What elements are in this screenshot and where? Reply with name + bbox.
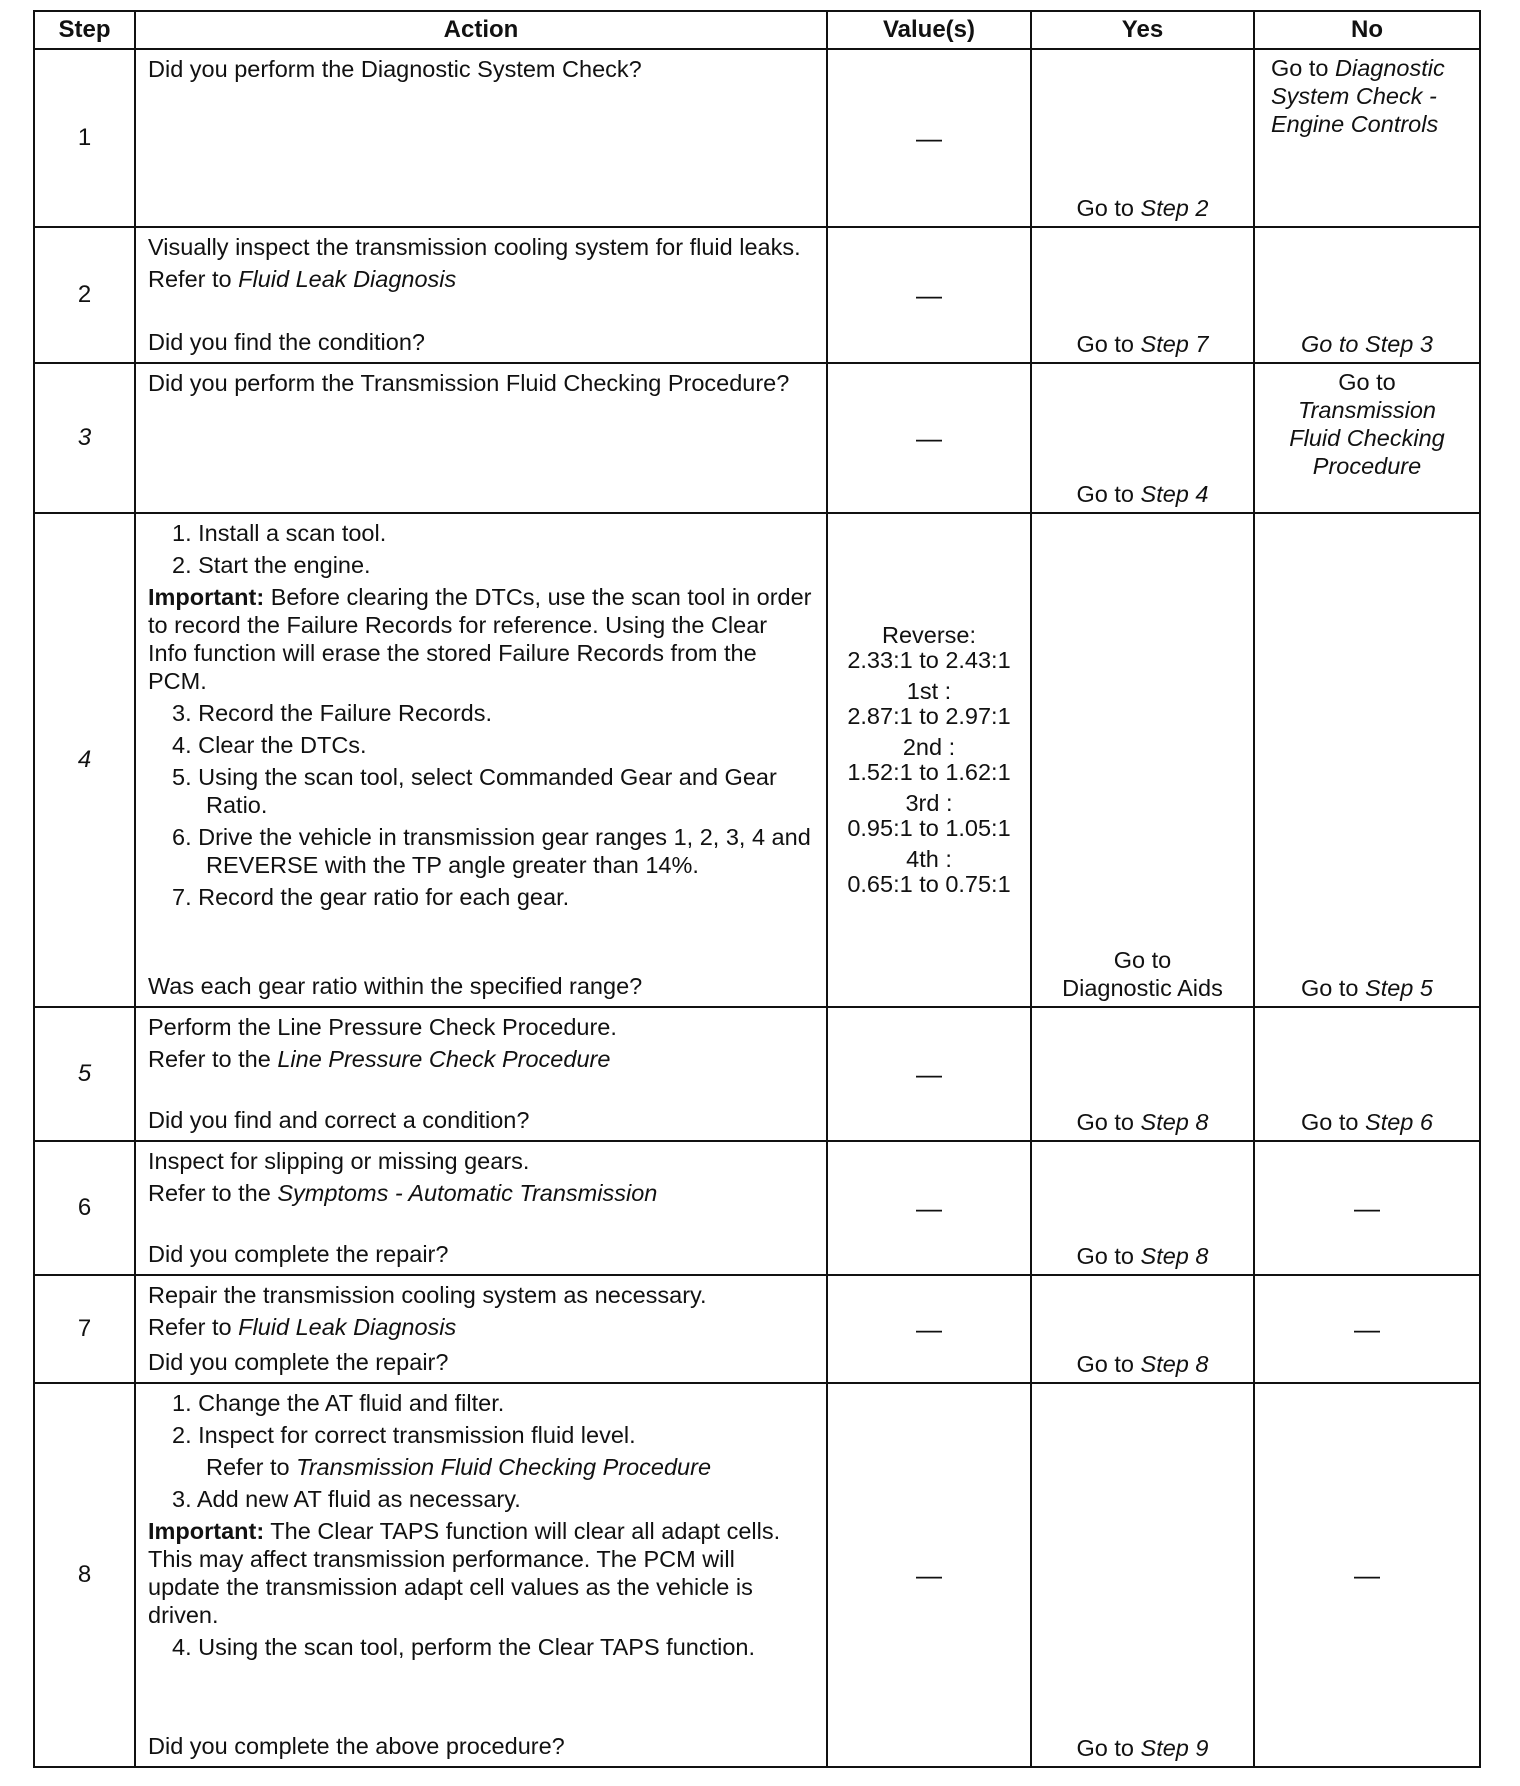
action-text: Perform the Line Pressure Check Procedure. [148,1014,617,1040]
no-link[interactable]: Step 5 [1365,975,1433,1001]
header-row [34,11,1480,49]
step-number: 2 [34,227,135,363]
action-item: 4. Using the scan tool, perform the Clear TAPS function. [172,1634,756,1660]
values-cell [827,363,1031,513]
no-cell [1254,1141,1480,1275]
important-label: Important: [148,1518,265,1544]
empty-dash: — [916,123,942,153]
yes-link[interactable]: Step 8 [1140,1351,1209,1377]
header-no: No [1254,11,1480,49]
no-cell [1254,363,1480,513]
header-values: Value(s) [827,11,1031,49]
gear-range: 1.52:1 to 1.62:1 [847,759,1011,785]
action-cell [135,227,827,363]
table-row-step-4 [34,513,1480,1007]
values-cell [827,1275,1031,1383]
no-prefix: Go to [1301,1109,1359,1135]
yes-cell [1031,363,1254,513]
refer-prefix: Refer to [148,1314,232,1340]
action-question: Did you find the condition? [148,329,425,355]
action-cell [135,49,827,227]
table-row-step-2 [34,227,1480,363]
important-text: The Clear TAPS function will clear all adapt cells. This may affect transmission performance. The PCM will update the transmission adapt cell values as the vehicle is driven. [148,1518,781,1628]
action-question: Did you complete the repair? [148,1349,449,1375]
diagnostic-table [33,10,1481,1768]
diagnostic-table-page [33,10,1479,1768]
header-step: Step [34,11,135,49]
empty-dash: — [1354,1560,1380,1590]
important-text: Before clearing the DTCs, use the scan tool in order to record the Failure Records for reference. Using the Clear Info function will erase the stored Failure Records from the PCM. [148,584,812,694]
refer-prefix: Refer to the [148,1180,271,1206]
action-question: Was each gear ratio within the specified range? [148,973,643,999]
action-item: 6. Drive the vehicle in transmission gear ranges 1, 2, 3, 4 and REVERSE with the TP angle greater than 14%. [172,824,811,878]
gear-ratio-list [828,623,1030,897]
yes-link[interactable]: Step 7 [1140,331,1209,357]
yes-prefix: Go to [1076,1109,1134,1135]
yes-prefix: Go to [1113,947,1172,973]
gear-label: Reverse: [881,622,977,648]
yes-prefix: Go to [1076,331,1134,357]
action-question: Did you complete the repair? [148,1241,449,1267]
no-cell [1254,1007,1480,1141]
table-row-step-6 [34,1141,1480,1275]
gear-label: 1st : [906,678,952,704]
action-item: 3. Record the Failure Records. [172,700,493,726]
no-link[interactable]: Transmission Fluid Checking Procedure [1289,397,1445,479]
refer-link[interactable]: Transmission Fluid Checking Procedure [296,1454,712,1480]
yes-link[interactable]: Step 8 [1140,1243,1209,1269]
refer-prefix: Refer to [148,266,232,292]
yes-link[interactable]: Step 2 [1140,195,1209,221]
yes-prefix: Go to [1076,1735,1134,1761]
action-cell [135,363,827,513]
empty-dash: — [916,1059,942,1089]
action-item: 7. Record the gear ratio for each gear. [172,884,570,910]
no-prefix: Go to [1338,369,1396,395]
empty-dash: — [916,1560,942,1590]
action-item: 4. Clear the DTCs. [172,732,367,758]
no-prefix: Go to [1271,55,1329,81]
step-number: 6 [34,1141,135,1275]
values-cell [827,513,1031,1007]
step-number: 4 [34,513,135,1007]
gear-label: 4th : [906,846,952,872]
action-text: Repair the transmission cooling system as necessary. [148,1282,707,1308]
no-cell [1254,49,1480,227]
action-item: 5. Using the scan tool, select Commanded Gear and Gear Ratio. [172,764,777,818]
table-row-step-8 [34,1383,1480,1767]
table-row-step-3 [34,363,1480,513]
yes-link[interactable]: Step 9 [1140,1735,1209,1761]
refer-link[interactable]: Fluid Leak Diagnosis [238,266,457,292]
empty-dash: — [916,423,942,453]
action-item: 2. Inspect for correct transmission fluid level. [172,1422,636,1448]
empty-dash: — [916,280,942,310]
gear-range: 2.33:1 to 2.43:1 [847,647,1011,673]
action-text: Visually inspect the transmission cooling system for fluid leaks. [148,234,801,260]
yes-cell [1031,1275,1254,1383]
step-number: 5 [34,1007,135,1141]
refer-prefix: Refer to [206,1454,290,1480]
important-label: Important: [148,584,265,610]
refer-link[interactable]: Fluid Leak Diagnosis [238,1314,457,1340]
action-cell [135,513,827,1007]
table-row-step-7 [34,1275,1480,1383]
refer-link[interactable]: Symptoms - Automatic Transmission [277,1180,658,1206]
action-cell [135,1383,827,1767]
gear-range: 2.87:1 to 2.97:1 [847,703,1011,729]
yes-prefix: Go to [1076,1351,1134,1377]
refer-prefix: Refer to the [148,1046,271,1072]
action-cell [135,1275,827,1383]
yes-cell [1031,1007,1254,1141]
action-cell [135,1141,827,1275]
yes-cell [1031,513,1254,1007]
action-cell [135,1007,827,1141]
yes-cell [1031,49,1254,227]
yes-prefix: Go to [1076,1243,1134,1269]
action-question: Did you perform the Transmission Fluid Checking Procedure? [148,370,790,396]
action-item: 3. Add new AT fluid as necessary. [172,1486,521,1512]
step-number: 7 [34,1275,135,1383]
no-prefix: Go to [1301,975,1359,1001]
gear-range: 0.65:1 to 0.75:1 [847,871,1011,897]
yes-link[interactable]: Step 8 [1140,1109,1209,1135]
gear-range: 0.95:1 to 1.05:1 [847,815,1011,841]
action-item: 1. Install a scan tool. [172,520,387,546]
no-cell [1254,1383,1480,1767]
table-row-step-5 [34,1007,1480,1141]
header-yes: Yes [1031,11,1254,49]
refer-link[interactable]: Line Pressure Check Procedure [277,1046,611,1072]
step-number: 3 [34,363,135,513]
action-question: Did you complete the above procedure? [148,1733,565,1759]
header-action: Action [135,11,827,49]
empty-dash: — [916,1193,942,1223]
values-cell [827,1383,1031,1767]
action-question: Did you find and correct a condition? [148,1107,530,1133]
no-link[interactable]: Step 6 [1365,1109,1433,1135]
action-item: 1. Change the AT fluid and filter. [172,1390,505,1416]
yes-cell [1031,1141,1254,1275]
gear-label: 2nd : [902,734,956,760]
table-row-step-1 [34,49,1480,227]
step-number: 1 [34,49,135,227]
empty-dash: — [1354,1314,1380,1344]
action-item: 2. Start the engine. [172,552,371,578]
no-cell [1254,513,1480,1007]
empty-dash: — [916,1314,942,1344]
action-question: Did you perform the Diagnostic System Check? [148,56,642,82]
gear-label: 3rd : [905,790,953,816]
yes-link[interactable]: Diagnostic Aids [1062,975,1223,1001]
values-cell [827,49,1031,227]
no-link[interactable]: Go to Step 3 [1301,331,1433,357]
values-cell [827,1141,1031,1275]
yes-link[interactable]: Step 4 [1140,481,1209,507]
yes-prefix: Go to [1076,195,1134,221]
yes-prefix: Go to [1076,481,1134,507]
action-text: Inspect for slipping or missing gears. [148,1148,530,1174]
no-cell [1254,1275,1480,1383]
yes-cell [1031,227,1254,363]
step-number: 8 [34,1383,135,1767]
empty-dash: — [1354,1193,1380,1223]
no-cell [1254,227,1480,363]
yes-cell [1031,1383,1254,1767]
no-link[interactable]: Diagnostic System Check - Engine Controls [1271,55,1445,137]
values-cell [827,227,1031,363]
values-cell [827,1007,1031,1141]
